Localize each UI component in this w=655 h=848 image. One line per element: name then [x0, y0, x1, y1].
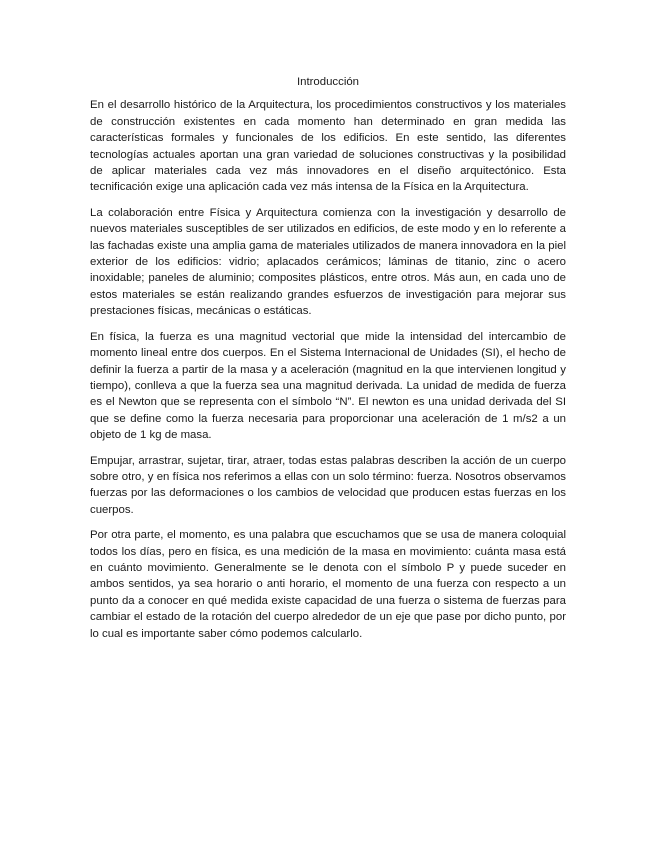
- paragraph-fuerza-ejemplos: Empujar, arrastrar, sujetar, tirar, atraer, todas estas palabras describen la acción de un cuerpo sobre otro, y en física nos referimos a ellas con un solo término: fuerza. Nosotros observamos fuerzas por las deformaciones o los cambios de velocidad que producen estas fuerzas en los cuerpos.: [90, 454, 566, 516]
- document-body: [90, 74, 566, 651]
- paragraph-arquitectura-historia: En el desarrollo histórico de la Arquitectura, los procedimientos constructivos y los materiales de construcción existentes en cada momento han determinado en gran medida las características formales y funcionales de los edificios. En este sentido, las diferentes tecnologías actuales aportan una gran variedad de soluciones constructivas y la posibilidad de aplicar materiales cada vez más innovadores en el diseño arquitectónico. Esta tecnificación exige una aplicación cada vez más intensa de la Física en la Arquitectura.: [90, 99, 566, 194]
- document-title: Introducción: [296, 76, 360, 88]
- paragraph-fisica-arquitectura: La colaboración entre Física y Arquitectura comienza con la investigación y desarrollo de nuevos materiales susceptibles de ser utilizados en edificios, de este modo y en lo referente a las fachadas existe una amplia gama de materiales utilizados de manera innovadora en la piel exterior de los edificios: vidrio; aplacados cerámicos; láminas de titanio, zinc o acero inoxidable; paneles de aluminio; composites plásticos, entre otros. Más aun, en cada uno de estos materiales se están realizando grandes esfuerzos de investigación para mejorar sus prestaciones físicas, mecánicas o estáticas.: [90, 206, 566, 318]
- paragraph-momento: Por otra parte, el momento, es una palabra que escuchamos que se usa de manera coloquial todos los días, pero en física, es una medición de la masa en movimiento: cuánta masa está en cuánto movimiento. Generalmente se le denota con el símbolo P y puede suceder en ambos sentidos, ya sea horario o anti horario, el momento de una fuerza con respecto a un punto da a conocer en qué medida existe capacidad de una fuerza o sistema de fuerzas para cambiar el estado de la rotación del cuerpo alrededor de un eje que pase por dicho punto, por lo cual es importante saber cómo podemos calcularlo.: [90, 529, 566, 640]
- paragraph-fuerza-definicion: En física, la fuerza es una magnitud vectorial que mide la intensidad del intercambio de momento lineal entre dos cuerpos. En el Sistema Internacional de Unidades (SI), el hecho de definir la fuerza a partir de la masa y a aceleración (magnitud en la que intervienen longitud y tiempo), conlleva a que la fuerza sea una magnitud derivada. La unidad de medida de fuerza es el Newton que se representa con el símbolo “N”. El newton es una unidad derivada del SI que se define como la fuerza necesaria para proporcionar una aceleración de 1 m/s2 a un objeto de 1 kg de masa.: [90, 330, 566, 442]
